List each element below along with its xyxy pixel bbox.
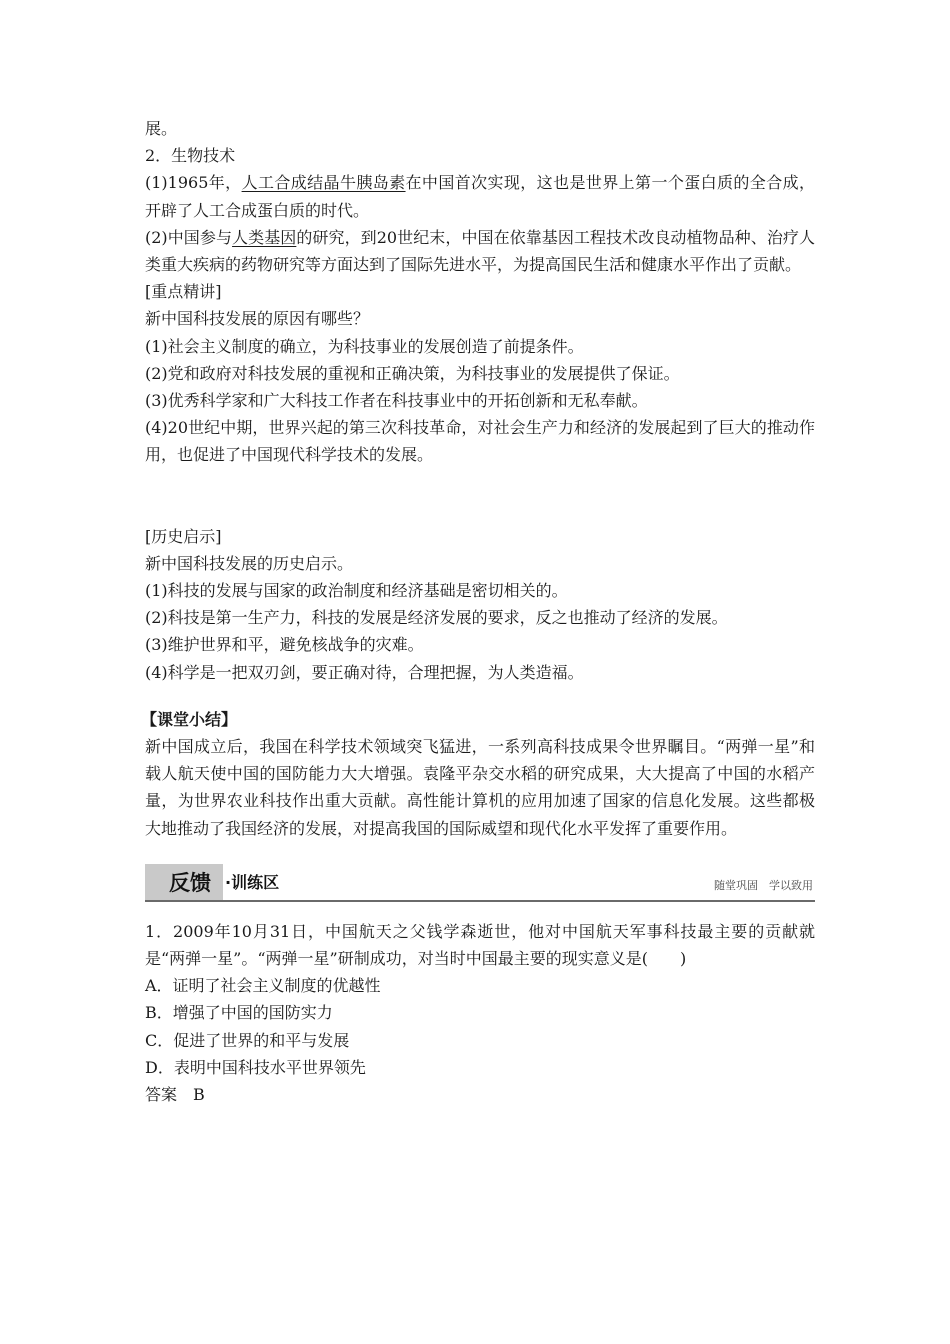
biotech-item-1-suffix: 在中国首次实现，这也是世界上第一个蛋白质的全合成，开辟了人工合成蛋白质的时代。 [145,173,815,220]
history-item: (1)科技的发展与国家的政治制度和经济基础是密切相关的。 [145,581,568,601]
question-option: C．促进了世界的和平与发展 [145,1030,350,1050]
key-point-item: (2)党和政府对科技发展的重视和正确决策，为科技事业的发展提供了保证。 [145,363,680,383]
paragraph-tail: 展。 [145,119,178,138]
question-option: B．增强了中国的国防实力 [145,1003,333,1023]
biotech-item-1-prefix: (1)1965年， [145,173,242,193]
history-question: 新中国科技发展的历史启示。 [145,553,354,573]
biotech-item-1 [145,169,815,223]
biotech-item-2-prefix: (2)中国参与 [145,227,233,247]
biotech-item-2-suffix: 的研究，到20世纪末，中国在依靠基因工程技术改良动植物品种、治疗人类重大疾病的药物研究等方面达到了国际先进水平，为提高国民生活和健康水平作出了贡献。 [145,227,815,275]
history-item: (2)科技是第一生产力，科技的发展是经济发展的要求，反之也推动了经济的发展。 [145,608,728,628]
key-point-item: (4)20世纪中期，世界兴起的第三次科技革命，对社会生产力和经济的发展起到了巨大的推动作用，也促进了中国现代科学技术的发展。 [145,418,815,465]
question-1 [145,918,815,1108]
history-item: (4)科学是一把双刃剑，要正确对待，合理把握，为人类造福。 [145,662,584,682]
biotech-item-2-underlined: 人类基因 [232,227,297,247]
question-option: D．表明中国科技水平世界领先 [145,1057,366,1077]
document-page [141,115,815,1108]
biotech-item-1-underlined: 人工合成结晶牛胰岛素 [241,173,406,193]
spacer [145,469,815,523]
feedback-banner [145,864,815,902]
question-stem: 1．2009年10月31日，中国航天之父钱学森逝世，他对中国航天军事科技最主要的贡献就是“两弹一星”。“两弹一星”研制成功，对当时中国最主要的现实意义是( ) [145,921,815,969]
summary-text: 新中国成立后，我国在科学技术领域突飞猛进，一系列高科技成果令世界瞩目。“两弹一星”和载人航天使中国的国防能力大大增强。袁隆平杂交水稻的研究成果，大大提高了中国的水稻产量，为世界农业科技作出重大贡献。高性能计算机的应用加速了国家的信息化发展。这些都极大地推动了我国经济的发展，对提高我国的国际威望和现代化水平发挥了重要作用。 [145,737,815,838]
section-heading-biotech: 2．生物技术 [145,146,236,166]
history-label: [历史启示] [145,526,222,546]
key-point-item: (3)优秀科学家和广大科技工作者在科技事业中的开拓创新和无私奉献。 [145,391,648,411]
key-point-item: (1)社会主义制度的确立，为科技事业的发展创造了前提条件。 [145,336,584,356]
key-points-question: 新中国科技发展的原因有哪些？ [145,309,370,329]
banner-tagline: 随堂巩固 学以致用 [714,878,813,892]
question-option: A．证明了社会主义制度的优越性 [145,976,381,996]
summary-label: 【课堂小结】 [141,709,238,729]
question-answer: 答案 B [145,1085,205,1105]
history-item: (3)维护世界和平，避免核战争的灾难。 [145,635,424,655]
spacer [145,686,815,706]
banner-title: 反馈 [169,870,211,895]
banner-subtitle: ·训练区 [225,872,280,892]
key-points-label: [重点精讲] [145,282,222,302]
biotech-item-2 [145,224,815,278]
